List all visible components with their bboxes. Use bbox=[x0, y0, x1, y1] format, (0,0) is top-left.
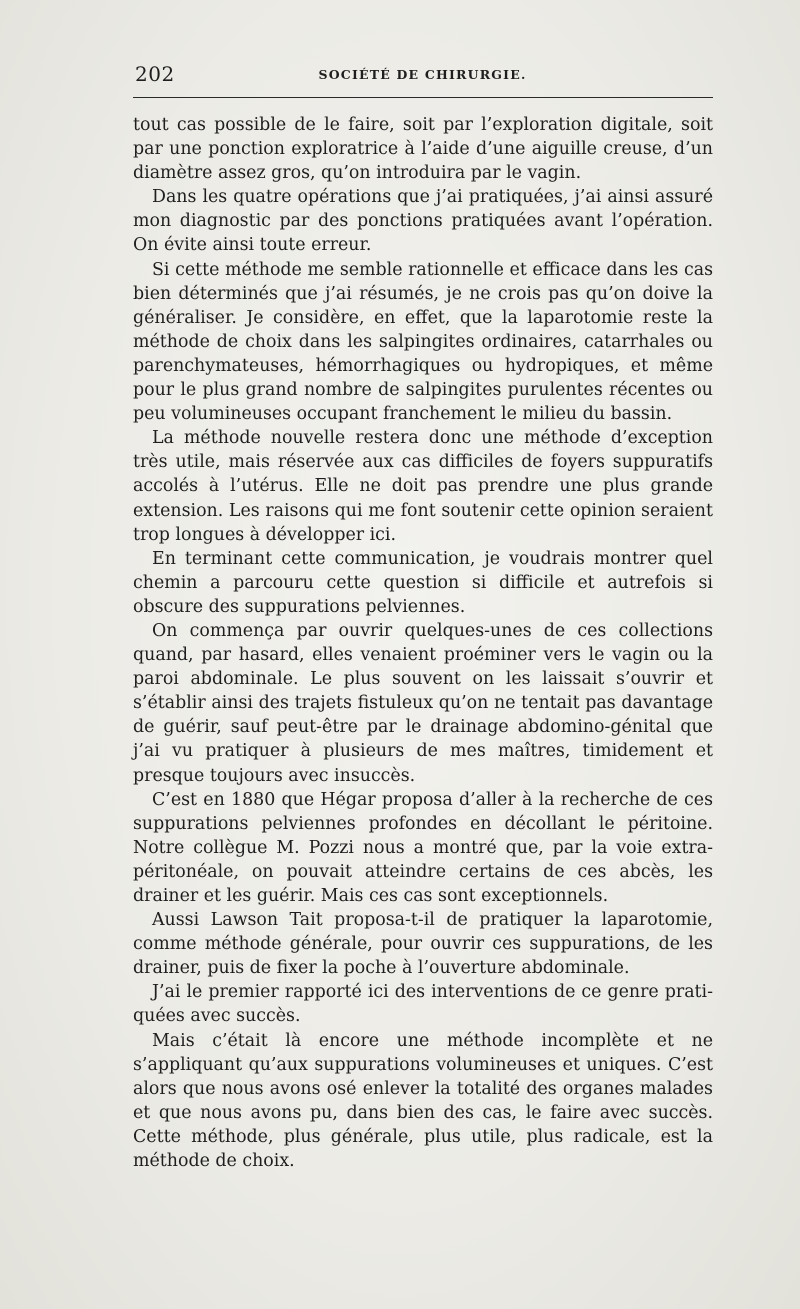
page-header bbox=[135, 62, 710, 92]
header-rule bbox=[133, 97, 713, 98]
page-number: 202 bbox=[135, 62, 175, 86]
running-head: SOCIÉTÉ DE CHIRURGIE. bbox=[318, 67, 527, 82]
paragraph: Si cette méthode me semble rationnelle et efficace dans les cas bien déterminés que j’ai résumés, je ne crois pas qu’on doive la généraliser. Je considère, en effet, que la laparotomie reste la méthode de choix dans les salpingites ordinaires, catarrhales ou parenchymateuses, hémorrhagiques ou hydropiques, et même pour le plus grand nombre de salpingites purulentes récentes ou peu volumineuses occupant franchement le milieu du bassin. bbox=[133, 259, 713, 425]
paragraph: On commença par ouvrir quelques-unes de ces collections quand, par hasard, elles venaient proéminer vers le vagin ou la paroi abdominale. Le plus souvent on les laissait s’ouvrir et s’établir ainsi des trajets fistuleux qu’on ne tentait pas davantage de guérir, sauf peut-être par le drainage abdomino-génital que j’ai vu pratiquer à plusieurs de mes maîtres, timidement et presque toujours avec insuccès. bbox=[133, 620, 713, 786]
paragraph: Mais c’était là encore une méthode incomplète et ne s’appliquant qu’aux suppurations volumineuses et uniques. C’est alors que nous avons osé enlever la totalité des organes malades et que nous avons pu, dans bien des cas, le faire avec succès. Cette méthode, plus générale, plus utile, plus radicale, est la méthode de choix. bbox=[133, 1030, 713, 1172]
body-text bbox=[133, 113, 713, 1173]
paragraph: Dans les quatre opérations que j’ai pratiquées, j’ai ainsi assuré mon diagnostic par des ponctions pratiquées avant l’opération. On évite ainsi toute erreur. bbox=[133, 187, 713, 256]
paragraph: J’ai le premier rapporté ici des interventions de ce genre pratiquées avec succès. bbox=[133, 982, 713, 1027]
paragraph: Aussi Lawson Tait proposa-t-il de pratiquer la laparotomie, comme méthode générale, pour ouvrir ces suppurations, de les drainer, puis de fixer la poche à l’ouverture abdominale. bbox=[133, 910, 713, 979]
paragraph: C’est en 1880 que Hégar proposa d’aller à la recherche de ces suppurations pelviennes profondes en décollant le péritoine. Notre collègue M. Pozzi nous a montré que, par la voie extra-péritonéale, on pouvait atteindre certains de ces abcès, les drainer et les guérir. Mais ces cas sont exceptionnels. bbox=[133, 789, 713, 906]
paragraph-continuation: tout cas possible de le faire, soit par l’exploration digitale, soit par une ponction exploratrice à l’aide d’une aiguille creuse, d’un diamètre assez gros, qu’on introduira par le vagin. bbox=[133, 115, 713, 184]
paragraph: La méthode nouvelle restera donc une méthode d’exception très utile, mais réservée aux cas difficiles de foyers suppuratifs accolés à l’utérus. Elle ne doit pas prendre une plus grande extension. Les raisons qui me font soutenir cette opinion seraient trop longues à développer ici. bbox=[133, 428, 713, 545]
paragraph: En terminant cette communication, je voudrais montrer quel chemin a parcouru cette question si difficile et autrefois si obscure des suppurations pelviennes. bbox=[133, 548, 713, 617]
